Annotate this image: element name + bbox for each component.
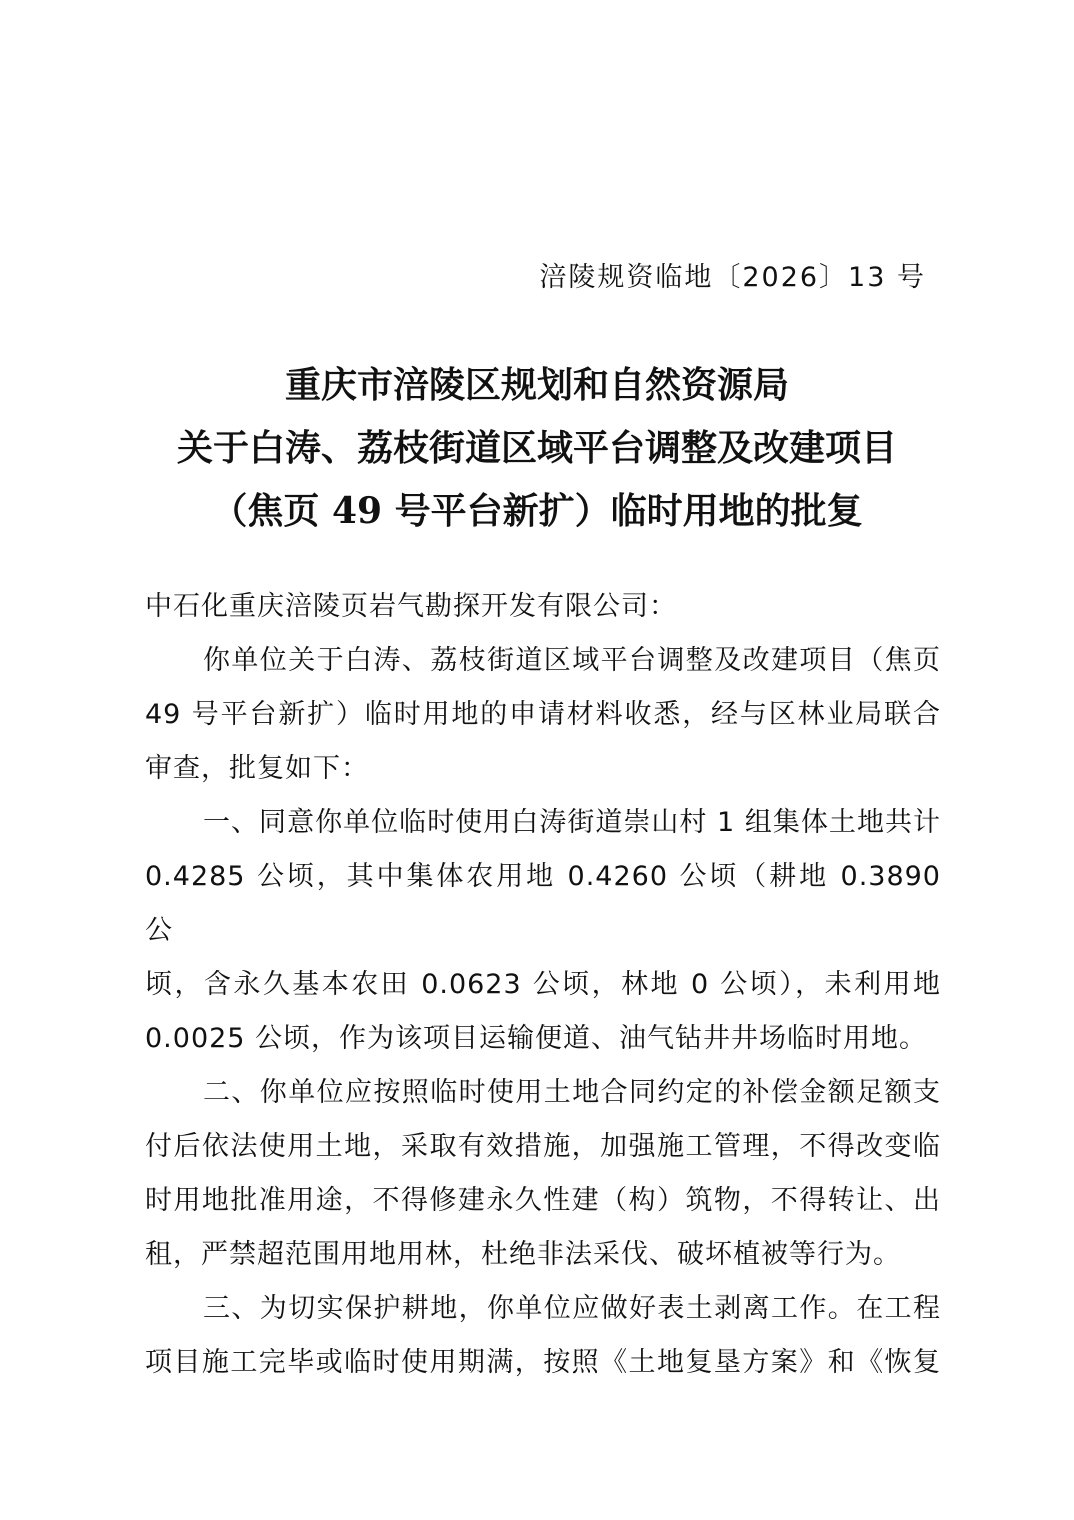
document-body	[145, 580, 941, 1390]
body-line: 租，严禁超范围用地用林，杜绝非法采伐、破坏植被等行为。	[145, 1239, 901, 1270]
body-line: 二、你单位应按照临时使用土地合同约定的补偿金额足额支	[203, 1077, 941, 1108]
body-line: 一、同意你单位临时使用白涛街道崇山村 1 组集体土地共计	[203, 807, 941, 838]
body-line: 时用地批准用途，不得修建永久性建（构）筑物，不得转让、出	[145, 1185, 941, 1216]
document-title	[0, 354, 1074, 543]
body-line: 项目施工完毕或临时使用期满，按照《土地复垦方案》和《恢复	[145, 1347, 941, 1378]
salutation: 中石化重庆涪陵页岩气勘探开发有限公司：	[145, 591, 677, 622]
body-line: 顷，含永久基本农田 0.0623 公顷，林地 0 公顷），未利用地	[145, 969, 941, 1000]
title-line-1: 重庆市涪陵区规划和自然资源局	[284, 364, 789, 406]
body-line: 0.4285 公顷，其中集体农用地 0.4260 公顷（耕地 0.3890 公	[145, 861, 941, 946]
title-line-3: （焦页 49 号平台新扩）临时用地的批复	[211, 490, 863, 532]
title-line-2: 关于白涛、荔枝街道区域平台调整及改建项目	[176, 427, 897, 469]
body-line: 0.0025 公顷，作为该项目运输便道、油气钻井井场临时用地。	[145, 1023, 928, 1054]
body-line: 三、为切实保护耕地，你单位应做好表土剥离工作。在工程	[203, 1293, 941, 1324]
body-line: 你单位关于白涛、荔枝街道区域平台调整及改建项目（焦页	[203, 645, 941, 676]
document-number: 涪陵规资临地〔2026〕13 号	[539, 262, 926, 293]
body-line: 49 号平台新扩）临时用地的申请材料收悉，经与区林业局联合	[145, 699, 941, 730]
body-line: 付后依法使用土地，采取有效措施，加强施工管理，不得改变临	[145, 1131, 941, 1162]
body-line: 审查，批复如下：	[145, 753, 369, 784]
